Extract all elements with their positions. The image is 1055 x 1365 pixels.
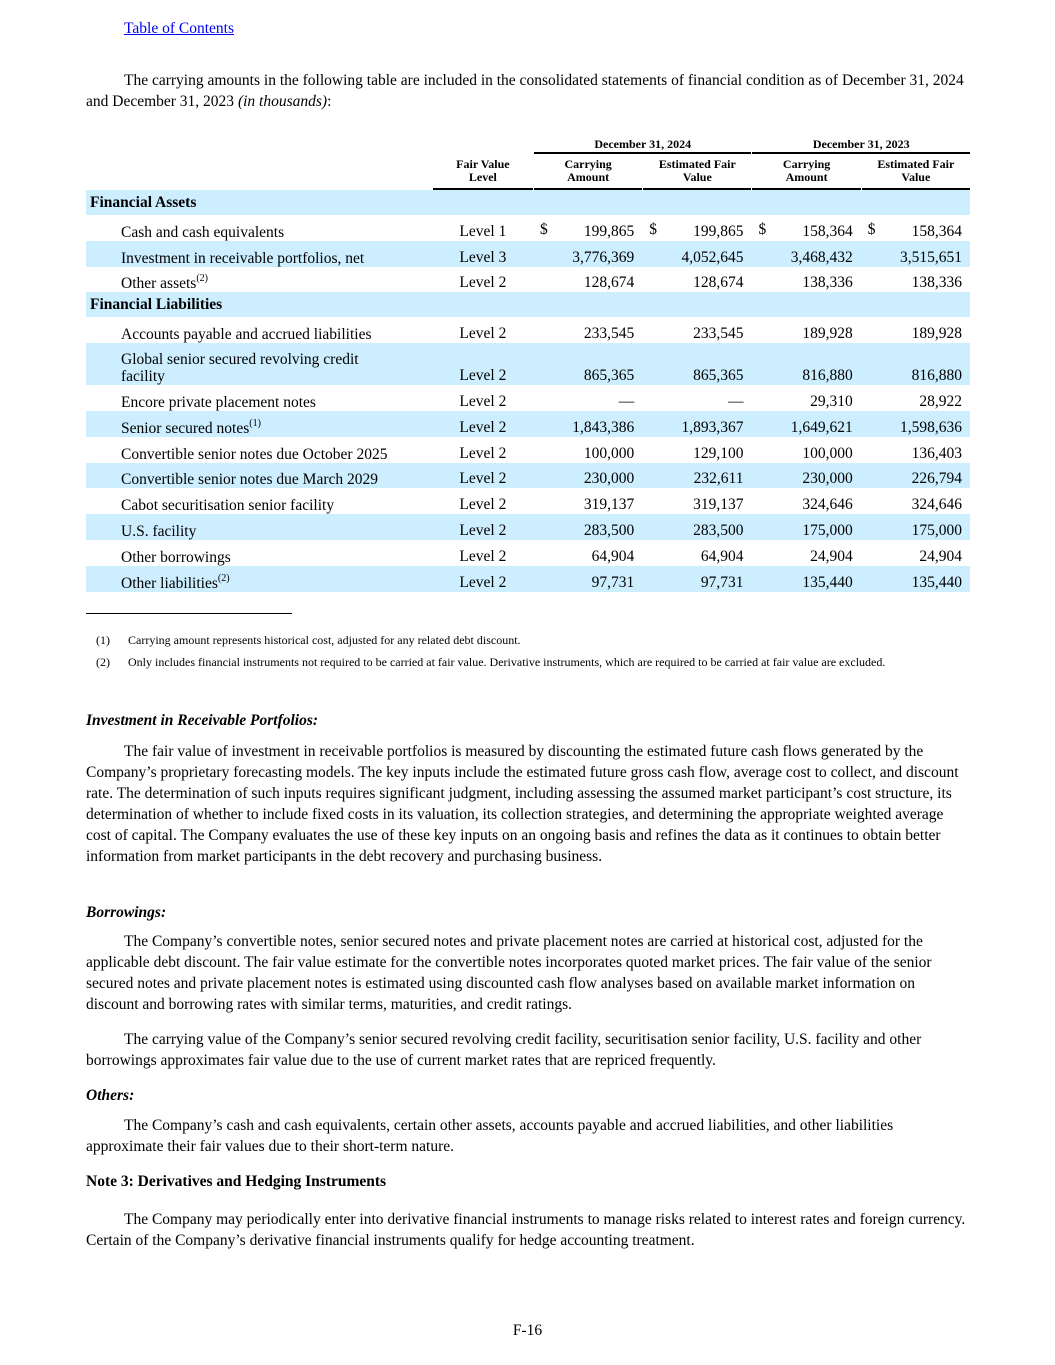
value-cell — [862, 317, 970, 343]
row-label — [86, 514, 433, 540]
row-label-text: U.S. facility — [121, 522, 197, 540]
value: 283,500 — [583, 521, 635, 539]
value-cell — [534, 488, 642, 514]
footnote-1 — [86, 632, 966, 648]
value-cell — [862, 566, 970, 592]
note-3-heading: Note 3: Derivatives and Hedging Instruments — [86, 1173, 387, 1190]
value-cell — [643, 385, 751, 411]
footnote-number: (2) — [96, 655, 110, 669]
row-label — [86, 463, 433, 489]
value-cell — [862, 385, 970, 411]
row-label — [86, 317, 433, 343]
empty-cell — [433, 190, 533, 215]
value-cell — [862, 343, 970, 385]
intro-text: The carrying amounts in the following table are included in the consolidated statements of financial condition as of December 31, 2024 and December 31, 2023 — [86, 72, 964, 110]
intro-units: (in thousands) — [237, 93, 328, 110]
footnotes — [86, 632, 966, 676]
value-cell — [752, 411, 860, 437]
value-cell — [862, 540, 970, 566]
value: 1,893,367 — [681, 418, 744, 436]
row-label — [86, 267, 433, 293]
row-label-text: Cabot securitisation senior facility — [121, 497, 335, 515]
value: 233,545 — [583, 325, 635, 343]
value-cell — [534, 267, 642, 293]
empty-cell — [643, 190, 751, 215]
value-cell — [643, 267, 751, 293]
value-cell — [534, 514, 642, 540]
currency-symbol: $ — [867, 220, 876, 238]
value: 319,137 — [583, 496, 635, 514]
value-cell — [752, 215, 860, 241]
value-cell — [643, 437, 751, 463]
intro-paragraph — [86, 70, 966, 112]
section-title: Financial Assets — [86, 190, 433, 215]
footnote-ref: (1) — [249, 417, 261, 429]
value: 100,000 — [583, 444, 635, 462]
row-label — [86, 437, 433, 463]
value-cell — [752, 566, 860, 592]
value-cell — [643, 566, 751, 592]
footnote-text: Carrying amount represents historical cost, adjusted for any related debt discount. — [128, 633, 521, 647]
row-label-text: Convertible senior notes due October 2025 — [121, 445, 388, 463]
value-cell — [534, 241, 642, 267]
empty-cell — [862, 190, 970, 215]
value-cell — [643, 215, 751, 241]
value-cell — [534, 411, 642, 437]
value: 324,646 — [911, 496, 962, 514]
fair-value-level: Level 2 — [459, 325, 507, 343]
empty-cell — [534, 292, 642, 317]
value: 129,100 — [693, 444, 744, 462]
value-cell — [862, 463, 970, 489]
table-body — [86, 190, 970, 592]
value: 136,403 — [911, 444, 962, 462]
footnote-ref: (2) — [217, 572, 230, 584]
section-header-row — [86, 292, 970, 317]
value-cell — [534, 343, 642, 385]
row-label-text: Encore private placement notes — [121, 393, 316, 411]
row-label — [86, 540, 433, 566]
table-row — [86, 215, 970, 241]
value: 1,598,636 — [900, 418, 962, 436]
table-of-contents-link[interactable]: Table of Contents — [124, 20, 234, 37]
footnote-divider — [86, 613, 292, 614]
row-label-text: Other assets — [121, 275, 197, 293]
table-row — [86, 385, 970, 411]
value: 189,928 — [802, 325, 853, 343]
row-label-line: facility — [121, 368, 165, 386]
value-cell — [862, 437, 970, 463]
footnote-text: Only includes financial instruments not required to be carried at fair value. Derivative instruments, which are required to be carried at fair value are excluded. — [128, 655, 886, 669]
column-header-row — [86, 154, 970, 190]
value: 865,365 — [583, 367, 635, 385]
row-label-text: Senior secured notes — [121, 419, 250, 437]
value: 189,928 — [911, 325, 962, 343]
currency-symbol: $ — [540, 220, 548, 238]
value-cell — [643, 241, 751, 267]
table-row — [86, 241, 970, 267]
fair-value-level: Level 2 — [459, 496, 507, 514]
table-row — [86, 411, 970, 437]
row-label-text: Accounts payable and accrued liabilities — [121, 326, 372, 344]
value: 816,880 — [802, 367, 853, 385]
fair-value-level: Level 2 — [433, 463, 533, 489]
row-label — [86, 241, 433, 267]
table-row — [86, 437, 970, 463]
currency-symbol: $ — [649, 220, 657, 238]
borrowings-paragraph-1: The Company’s convertible notes, senior secured notes and private placement notes are carried at historical cost, adjusted for the applicable debt discount. The fair value estimate for the convertible notes incorporates quoted market prices. The fair value of the senior secured notes and private placement notes is estimated using discounted cash flow analyses based on available market information on discount and borrowing rates with similar terms, maturities, and credit ratings. — [86, 933, 932, 1013]
value-cell — [643, 343, 751, 385]
value: 135,440 — [802, 573, 853, 591]
value-cell — [534, 385, 642, 411]
table-row — [86, 488, 970, 514]
value: — — [618, 392, 635, 410]
note-3-paragraph: The Company may periodically enter into derivative financial instruments to manage risks related to interest rates and foreign currency. Certain of the Company’s derivative financial instruments qualify for hedge accounting treatment. — [86, 1211, 966, 1249]
value: 3,468,432 — [790, 248, 853, 266]
value: 865,365 — [693, 367, 744, 385]
value: 29,310 — [810, 392, 853, 410]
value-cell — [752, 241, 860, 267]
value-cell — [862, 267, 970, 293]
section-header-row — [86, 190, 970, 215]
receivables-paragraph: The fair value of investment in receivable portfolios is measured by discounting the estimated future cash flows generated by the Company’s proprietary forecasting models. The key inputs include the estimated future gross cash flow, average cost to collect, and discount rate. The determination of such inputs requires significant judgment, including assessing the assumed market participant’s cost structure, its determination of whether to include fixed costs in its valuation, its collection strategies, and determining the appropriate weighted average cost of capital. The Company evaluates the use of these key inputs on an ongoing basis and refines the data as it continues to obtain better information from market participants in the debt recovery and purchasing business. — [86, 743, 959, 865]
value: 199,865 — [583, 222, 635, 240]
value: 4,052,645 — [681, 248, 744, 266]
page-number: F-16 — [512, 1322, 543, 1339]
value: 158,364 — [802, 222, 853, 240]
value: 1,843,386 — [572, 418, 635, 436]
value: 64,904 — [700, 547, 744, 565]
value-cell — [752, 385, 860, 411]
value: 3,776,369 — [572, 248, 635, 266]
value: 24,904 — [919, 547, 962, 565]
intro-suffix: : — [327, 93, 332, 110]
fair-value-level: Level 2 — [433, 566, 533, 592]
row-label-text: Other liabilities — [121, 574, 218, 592]
value-cell — [862, 215, 970, 241]
value: 100,000 — [802, 444, 853, 462]
fair-value-level: Level 2 — [433, 411, 533, 437]
fair-value-table — [86, 134, 970, 592]
footnote-2 — [86, 654, 966, 670]
fair-value-level: Level 2 — [459, 547, 507, 565]
value-cell — [862, 514, 970, 540]
value-cell — [534, 317, 642, 343]
empty-cell — [752, 292, 860, 317]
others-paragraph: The Company’s cash and cash equivalents, certain other assets, accounts payable and accrued liabilities, and other liabilities approximate their fair values due to their short-term nature. — [86, 1117, 894, 1155]
value-cell — [752, 317, 860, 343]
row-label — [86, 215, 433, 241]
value: 64,904 — [591, 547, 635, 565]
value-cell — [534, 540, 642, 566]
value-cell — [534, 566, 642, 592]
value: 175,000 — [911, 521, 962, 539]
value-cell — [752, 267, 860, 293]
value: 97,731 — [700, 573, 744, 591]
fair-value-level: Level 1 — [459, 222, 507, 240]
value-cell — [752, 488, 860, 514]
currency-symbol: $ — [758, 220, 767, 238]
value-cell — [752, 437, 860, 463]
period-2024-header: December 31, 2024 — [534, 134, 751, 154]
empty-cell — [534, 190, 642, 215]
borrowings-heading: Borrowings: — [86, 904, 167, 921]
value-cell — [643, 463, 751, 489]
value-cell — [752, 514, 860, 540]
fair-value-level: Level 2 — [459, 392, 507, 410]
fair-value-level: Level 2 — [433, 514, 533, 540]
value-cell — [752, 540, 860, 566]
empty-cell — [433, 292, 533, 317]
value: 28,922 — [919, 392, 962, 410]
row-label — [86, 566, 433, 592]
receivables-heading: Investment in Receivable Portfolios: — [86, 712, 319, 729]
value-cell — [534, 215, 642, 241]
footnote-ref: (2) — [196, 273, 208, 285]
value-cell — [862, 488, 970, 514]
value: 233,545 — [693, 325, 744, 343]
value-cell — [862, 241, 970, 267]
value: 1,649,621 — [790, 418, 853, 436]
section-title: Financial Liabilities — [86, 292, 433, 317]
value: 158,364 — [911, 222, 962, 240]
value-cell — [752, 463, 860, 489]
carrying-amount-2023-header: Carrying Amount — [752, 154, 860, 190]
value: 97,731 — [591, 573, 635, 591]
value: — — [727, 392, 744, 410]
value-cell — [643, 514, 751, 540]
fair-value-level: Level 2 — [459, 274, 507, 292]
value: 283,500 — [693, 521, 744, 539]
value: 128,674 — [583, 274, 635, 292]
value-cell — [643, 540, 751, 566]
value-cell — [643, 317, 751, 343]
row-label — [86, 488, 433, 514]
table-row — [86, 463, 970, 489]
table-row — [86, 343, 970, 385]
empty-cell — [862, 292, 970, 317]
value: 319,137 — [693, 496, 744, 514]
value: 324,646 — [802, 496, 853, 514]
value: 138,336 — [802, 274, 853, 292]
row-label-text: Convertible senior notes due March 2029 — [121, 471, 378, 489]
estimated-fair-value-2023-header: Estimated Fair Value — [862, 154, 970, 190]
value: 230,000 — [583, 470, 635, 488]
fair-value-level: Level 3 — [433, 241, 533, 267]
row-label — [86, 385, 433, 411]
period-2023-header: December 31, 2023 — [752, 134, 970, 154]
table-row — [86, 317, 970, 343]
row-label — [86, 411, 433, 437]
row-label-line: Global senior secured revolving credit — [121, 351, 359, 369]
value: 175,000 — [802, 521, 853, 539]
value: 199,865 — [693, 222, 744, 240]
table-row — [86, 514, 970, 540]
value: 232,611 — [693, 470, 744, 488]
row-label-text: Investment in receivable portfolios, net — [121, 249, 365, 267]
row-label — [86, 343, 433, 385]
value: 230,000 — [802, 470, 853, 488]
table-row — [86, 540, 970, 566]
value: 226,794 — [911, 470, 962, 488]
value-cell — [534, 437, 642, 463]
value: 135,440 — [911, 573, 962, 591]
empty-cell — [643, 292, 751, 317]
value-cell — [534, 463, 642, 489]
footnote-number: (1) — [96, 633, 110, 647]
borrowings-paragraph-2: The carrying value of the Company’s senior secured revolving credit facility, securitisation senior facility, U.S. facility and other borrowings approximates fair value due to the use of current market rates that are repriced frequently. — [86, 1031, 922, 1069]
row-label-text: Other borrowings — [121, 548, 231, 566]
value: 138,336 — [911, 274, 962, 292]
fair-value-level-header: Fair Value Level — [433, 154, 533, 190]
value-cell — [643, 488, 751, 514]
empty-cell — [752, 190, 860, 215]
fair-value-level: Level 2 — [433, 343, 533, 385]
carrying-amount-2024-header: Carrying Amount — [534, 154, 642, 190]
row-label-text: Cash and cash equivalents — [121, 223, 285, 241]
value: 24,904 — [810, 547, 853, 565]
value: 816,880 — [911, 367, 962, 385]
value-cell — [752, 343, 860, 385]
period-header-row — [86, 134, 970, 154]
value-cell — [643, 411, 751, 437]
table-row — [86, 267, 970, 293]
value-cell — [862, 411, 970, 437]
fair-value-level: Level 2 — [459, 444, 507, 462]
others-heading: Others: — [86, 1087, 135, 1104]
table-row — [86, 566, 970, 592]
value: 3,515,651 — [900, 248, 962, 266]
value: 128,674 — [693, 274, 744, 292]
estimated-fair-value-2024-header: Estimated Fair Value — [643, 154, 751, 190]
